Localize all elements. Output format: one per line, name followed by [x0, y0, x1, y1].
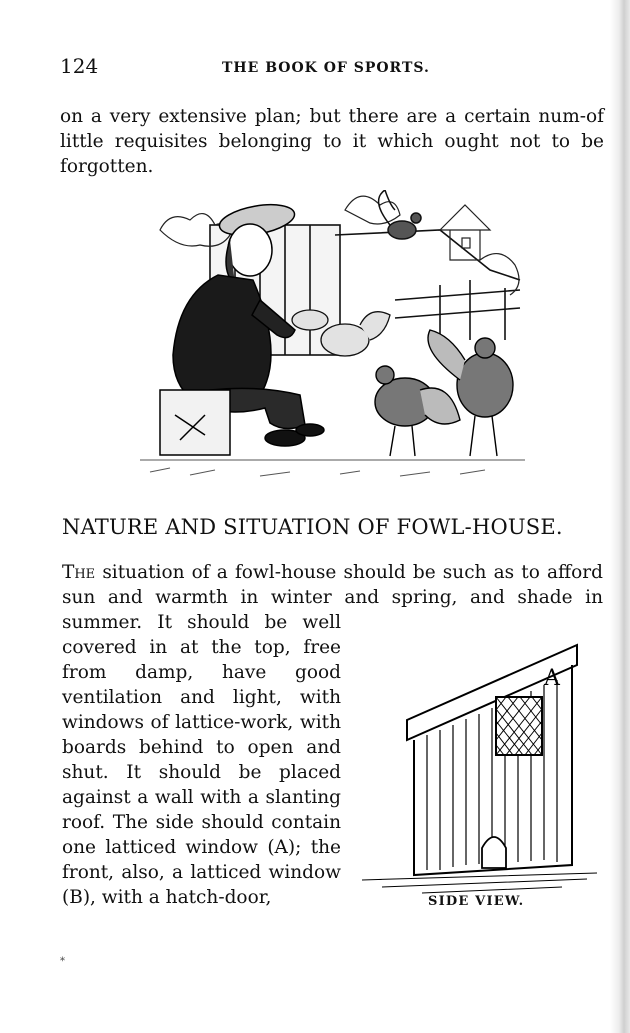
- drop-word: The: [62, 562, 96, 583]
- page-edge-shadow: [610, 0, 630, 1033]
- boy-feeding-chickens-illustration: [140, 190, 525, 494]
- figure-caption: SIDE VIEW.: [428, 894, 525, 909]
- intro-text: situation of a fowl-house should be such as to afford sun and warmth in winter and spring, and shade in: [62, 562, 603, 608]
- intro-paragraph: [62, 560, 603, 610]
- figure-letter: A: [544, 666, 560, 691]
- section-heading: NATURE AND SITUATION OF FOWL-HOUSE.: [62, 515, 563, 539]
- running-head: THE BOOK OF SPORTS.: [222, 60, 430, 76]
- top-paragraph: on a very extensive plan; but there are a certain num-of little requisites belonging to it which ought not to be forgotten.: [60, 106, 604, 177]
- page-speck: *: [60, 956, 65, 967]
- fowl-house-side-view-figure: [362, 635, 602, 899]
- body-column: summer. It should be well covered in at the top, free from damp, have good ventilation and light, with windows of lattice-work, with boards behind to open and shut. It should be placed against a wall with a slanting roof. The side should contain one latticed window (A); the front, also, a latticed window (B), with a hatch-door,: [62, 612, 341, 908]
- page-number: 124: [60, 54, 99, 78]
